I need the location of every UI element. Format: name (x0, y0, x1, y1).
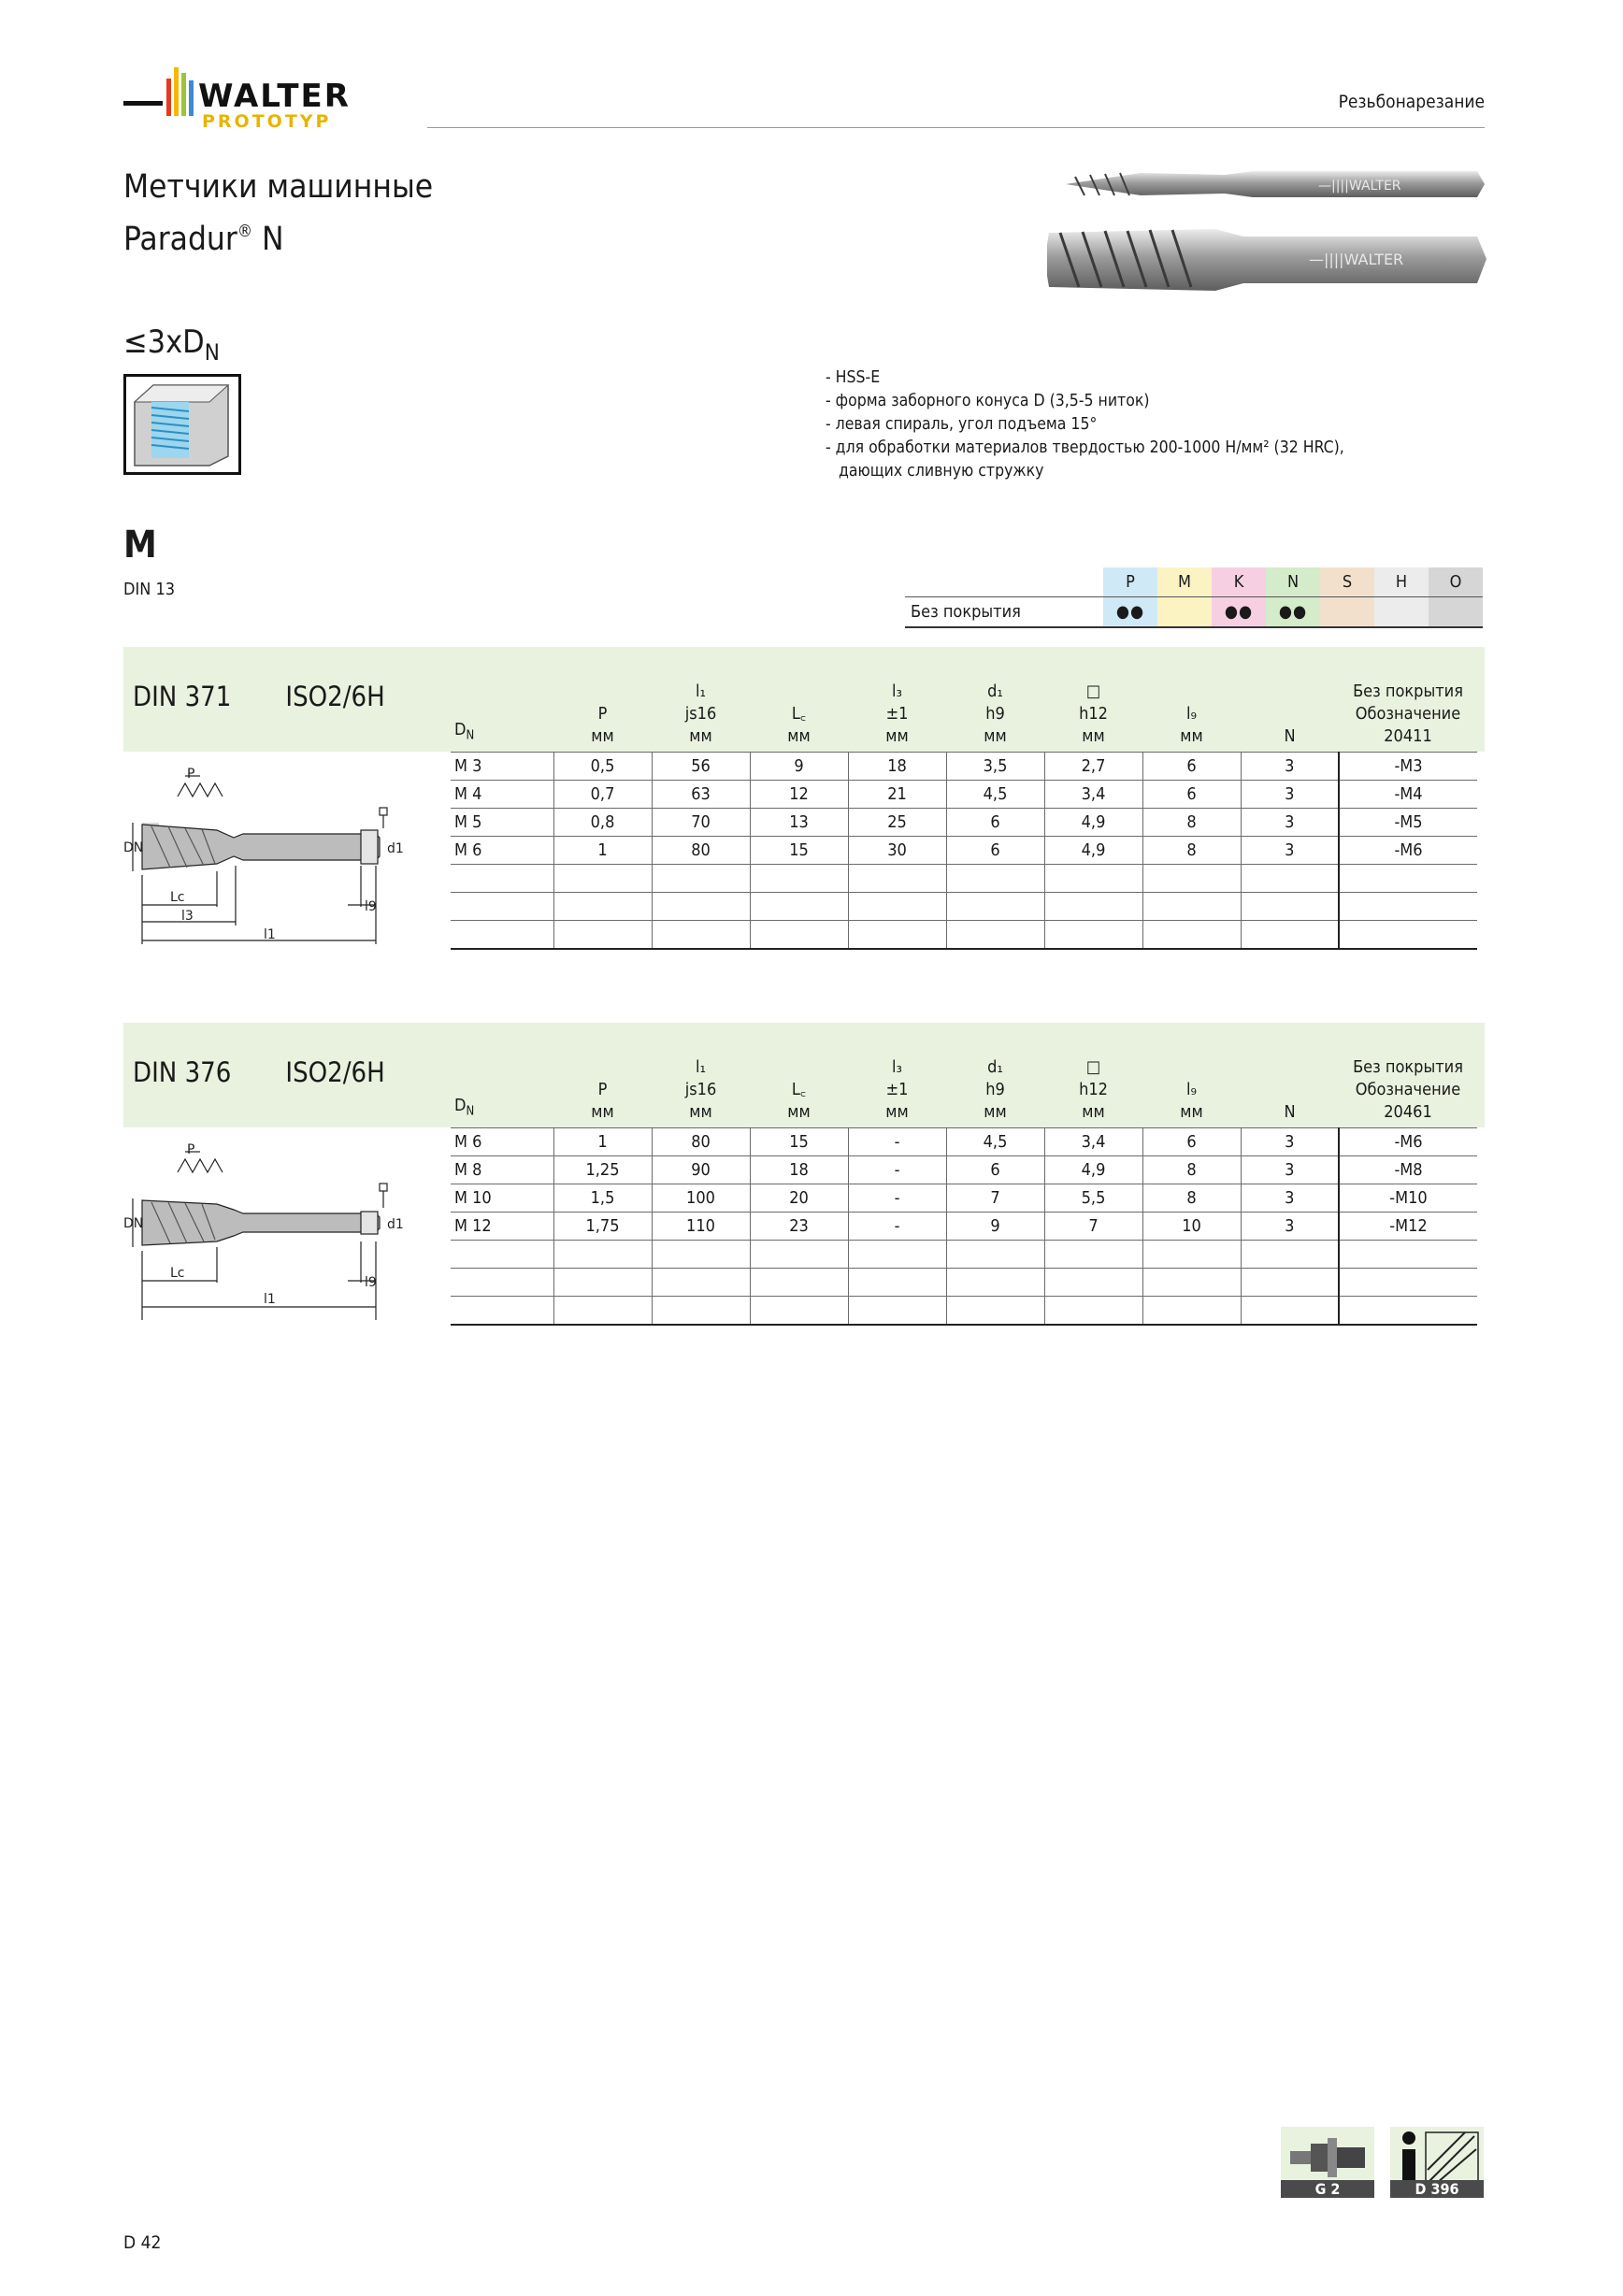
cell-l1 (652, 921, 750, 950)
feature-item: дающих сливную стружку (839, 462, 1044, 481)
cell-l9 (1142, 893, 1241, 921)
cell-sq: 2,7 (1044, 753, 1142, 781)
cell-n (1241, 1297, 1339, 1326)
title-line-2 (123, 209, 433, 262)
cell-lc (750, 865, 848, 893)
cell-n (1241, 893, 1339, 921)
cell-des (1339, 893, 1477, 921)
registered-mark: ® (237, 222, 253, 241)
material-code-m: M (1157, 567, 1212, 597)
cell-n: 3 (1241, 781, 1339, 809)
cell-l3 (848, 1269, 946, 1297)
cell-d1: 9 (946, 1213, 1044, 1241)
cell-p: 0,8 (553, 809, 652, 837)
cell-d1 (946, 1297, 1044, 1326)
label-d1: d1 (387, 841, 404, 856)
cell-l9: 8 (1142, 809, 1241, 837)
cell-l9: 6 (1142, 1128, 1241, 1156)
cell-p: 0,5 (553, 753, 652, 781)
col-p: P мм (591, 704, 614, 746)
col-p: P мм (591, 1080, 614, 1122)
col-dn: $D_N$ (454, 1096, 475, 1119)
cell-p (553, 1269, 652, 1297)
label-l1: l1 (264, 1292, 276, 1307)
cell-sq (1044, 893, 1142, 921)
feature-item: - форма заборного конуса D (3,5-5 ниток) (826, 392, 1150, 410)
label-dn: DN (123, 1216, 144, 1231)
suitability-mark: ●● (1103, 597, 1157, 628)
cell-des: -M6 (1339, 837, 1477, 865)
cell-d1: 4,5 (946, 1128, 1044, 1156)
col-l1: l₁ js16 мм (684, 1057, 717, 1122)
table-row (451, 865, 1477, 893)
suitability-mark (1429, 597, 1483, 628)
cell-des: -M6 (1339, 1128, 1477, 1156)
table-row (451, 921, 1477, 950)
cell-lc: 9 (750, 753, 848, 781)
col-l3: l₃ ±1 мм (885, 682, 909, 746)
cell-dn (451, 865, 553, 893)
cell-n: 3 (1241, 1128, 1339, 1156)
cell-n (1241, 921, 1339, 950)
cell-d1: 7 (946, 1184, 1044, 1213)
col-d1: d₁ h9 мм (984, 1057, 1007, 1122)
brand-text: WALTER (198, 78, 351, 115)
cell-n: 3 (1241, 1213, 1339, 1241)
product-suffix: N (262, 221, 284, 258)
cell-sq (1044, 1241, 1142, 1269)
cell-l3: 18 (848, 753, 946, 781)
cell-sq: 4,9 (1044, 837, 1142, 865)
cell-lc (750, 921, 848, 950)
cell-l1 (652, 1241, 750, 1269)
label-l1: l1 (264, 927, 276, 942)
col-dn: $D_N$ (454, 720, 475, 743)
tap-large-icon (1047, 229, 1487, 291)
blind-hole-icon (123, 374, 241, 475)
cell-l1: 63 (652, 781, 750, 809)
table-standard: DIN 371 (133, 681, 232, 712)
cell-l3: 21 (848, 781, 946, 809)
cell-sq (1044, 921, 1142, 950)
table-row (451, 893, 1477, 921)
cell-l1 (652, 865, 750, 893)
cell-sq (1044, 1297, 1142, 1326)
cell-d1: 3,5 (946, 753, 1044, 781)
table-title (133, 681, 439, 712)
cell-l3: - (848, 1184, 946, 1213)
cell-lc: 12 (750, 781, 848, 809)
cell-l1: 80 (652, 837, 750, 865)
cell-p: 1 (553, 1128, 652, 1156)
svg-text:—||||WALTER: —||||WALTER (1318, 179, 1401, 194)
cell-l1: 56 (652, 753, 750, 781)
section-label: Резьбонарезание (1338, 92, 1485, 112)
table-tolerance: ISO2/6H (285, 1056, 385, 1088)
cell-n (1241, 1241, 1339, 1269)
cell-l9: 8 (1142, 1156, 1241, 1184)
table-title (133, 1056, 439, 1088)
cell-dn (451, 893, 553, 921)
table-row (451, 1297, 1477, 1326)
material-group-table (905, 567, 1483, 628)
material-code-s: S (1320, 567, 1374, 597)
cell-p (553, 921, 652, 950)
header-divider (427, 127, 1485, 128)
table-row (451, 837, 1477, 865)
feature-item: - HSS-E (826, 368, 881, 387)
cell-l9: 6 (1142, 753, 1241, 781)
col-n: N (1284, 726, 1296, 746)
page-title (123, 165, 433, 262)
cell-l9: 10 (1142, 1213, 1241, 1241)
col-designation: Без покрытия Обозначение 20411 (1353, 682, 1463, 746)
col-l1: l₁ js16 мм (684, 682, 717, 746)
tap-dimension-diagram (123, 767, 441, 954)
cell-l3 (848, 1297, 946, 1326)
cell-lc: 20 (750, 1184, 848, 1213)
suitability-mark (1374, 597, 1429, 628)
cell-l3 (848, 865, 946, 893)
depth-indicator (123, 323, 220, 366)
table-tolerance: ISO2/6H (285, 681, 385, 712)
feature-item: - левая спираль, угол подъема 15° (826, 415, 1098, 434)
cell-d1 (946, 1241, 1044, 1269)
cell-lc: 15 (750, 1128, 848, 1156)
cell-l1 (652, 893, 750, 921)
cell-dn: M 3 (451, 753, 553, 781)
table-row (451, 781, 1477, 809)
cell-l1: 100 (652, 1184, 750, 1213)
material-code-p: P (1103, 567, 1157, 597)
cell-lc: 18 (750, 1156, 848, 1184)
cell-p (553, 865, 652, 893)
tap-dimension-diagram (123, 1142, 441, 1329)
cell-p (553, 893, 652, 921)
cell-dn (451, 921, 553, 950)
cell-p: 1 (553, 837, 652, 865)
coating-label: Без покрытия (905, 597, 1103, 628)
svg-text:—||||WALTER: —||||WALTER (1309, 251, 1404, 268)
cell-l1: 110 (652, 1213, 750, 1241)
cell-l9 (1142, 1241, 1241, 1269)
tap-small-icon (1066, 171, 1485, 197)
cell-dn: M 4 (451, 781, 553, 809)
col-lc: L꜀ мм (787, 1080, 811, 1122)
cell-l9 (1142, 1297, 1241, 1326)
cell-sq: 4,9 (1044, 809, 1142, 837)
cell-d1: 6 (946, 837, 1044, 865)
dimension-table (451, 647, 1477, 950)
cell-dn: M 12 (451, 1213, 553, 1241)
label-dn: DN (123, 840, 144, 855)
cell-d1 (946, 1269, 1044, 1297)
product-table-din371 (123, 647, 1485, 946)
reference-d396[interactable]: D 396 (1390, 2180, 1484, 2198)
col-square: □ h12 мм (1079, 682, 1108, 746)
cell-d1 (946, 865, 1044, 893)
col-l3: l₃ ±1 мм (885, 1057, 909, 1122)
cell-des: -M5 (1339, 809, 1477, 837)
cell-l9 (1142, 1269, 1241, 1297)
cell-n (1241, 865, 1339, 893)
feature-list (826, 366, 1344, 483)
cell-l3: 30 (848, 837, 946, 865)
tap-tools-image (1038, 154, 1487, 294)
cell-des: -M12 (1339, 1213, 1477, 1241)
cell-l1 (652, 1269, 750, 1297)
product-table-din376 (123, 1023, 1485, 1322)
page-number: D 42 (123, 2232, 162, 2253)
cell-lc: 23 (750, 1213, 848, 1241)
cell-n: 3 (1241, 1156, 1339, 1184)
title-line-1: Метчики машинные (123, 168, 434, 206)
cell-p: 1,75 (553, 1213, 652, 1241)
table-row (451, 753, 1477, 781)
cell-lc: 13 (750, 809, 848, 837)
label-lc: Lc (170, 890, 185, 905)
suitability-mark: ●● (1212, 597, 1266, 628)
table-row (451, 1241, 1477, 1269)
cell-dn (451, 1269, 553, 1297)
cell-des (1339, 921, 1477, 950)
thread-type-letter: M (123, 524, 157, 567)
cell-l9: 6 (1142, 781, 1241, 809)
cell-sq (1044, 1269, 1142, 1297)
cell-l3 (848, 1241, 946, 1269)
cell-lc: 15 (750, 837, 848, 865)
cell-l1: 80 (652, 1128, 750, 1156)
cell-l3: - (848, 1213, 946, 1241)
dimension-table (451, 1023, 1477, 1326)
label-l9: l9 (365, 1275, 377, 1290)
cell-lc (750, 1297, 848, 1326)
feature-item: - для обработки материалов твердостью 200-1000 Н/мм² (32 HRC), (826, 438, 1344, 457)
cell-sq: 5,5 (1044, 1184, 1142, 1213)
table-row (451, 1213, 1477, 1241)
cell-p (553, 1241, 652, 1269)
cell-sq: 7 (1044, 1213, 1142, 1241)
col-square: □ h12 мм (1079, 1057, 1108, 1122)
cell-dn: M 8 (451, 1156, 553, 1184)
cell-dn: M 5 (451, 809, 553, 837)
material-code-o: O (1429, 567, 1483, 597)
table-standard: DIN 376 (133, 1056, 232, 1088)
col-d1: d₁ h9 мм (984, 682, 1007, 746)
cell-d1: 6 (946, 809, 1044, 837)
cell-d1 (946, 893, 1044, 921)
col-l9: l₉ мм (1180, 704, 1203, 746)
cell-p (553, 1297, 652, 1326)
table-row (451, 1184, 1477, 1213)
cell-des: -M4 (1339, 781, 1477, 809)
cell-sq: 3,4 (1044, 1128, 1142, 1156)
col-n: N (1284, 1102, 1296, 1122)
cell-l3 (848, 921, 946, 950)
col-designation: Без покрытия Обозначение 20461 (1353, 1057, 1463, 1122)
depth-sub: N (204, 339, 220, 366)
cell-l3: - (848, 1128, 946, 1156)
cell-n: 3 (1241, 809, 1339, 837)
cell-l3: 25 (848, 809, 946, 837)
cell-d1 (946, 921, 1044, 950)
cell-n: 3 (1241, 753, 1339, 781)
cell-sq: 4,9 (1044, 1156, 1142, 1184)
cell-sq (1044, 865, 1142, 893)
cell-l1 (652, 1297, 750, 1326)
cell-l9: 8 (1142, 837, 1241, 865)
cell-l3: - (848, 1156, 946, 1184)
cell-d1: 6 (946, 1156, 1044, 1184)
reference-g2[interactable]: G 2 (1281, 2180, 1374, 2198)
cell-l9 (1142, 921, 1241, 950)
cell-d1: 4,5 (946, 781, 1044, 809)
cell-dn: M 10 (451, 1184, 553, 1213)
cell-p: 0,7 (553, 781, 652, 809)
cell-des: -M3 (1339, 753, 1477, 781)
suitability-mark (1320, 597, 1374, 628)
cell-des: -M10 (1339, 1184, 1477, 1213)
material-code-h: H (1374, 567, 1429, 597)
cell-dn (451, 1297, 553, 1326)
cell-l1: 90 (652, 1156, 750, 1184)
cell-des (1339, 1269, 1477, 1297)
cell-lc (750, 1241, 848, 1269)
cell-sq: 3,4 (1044, 781, 1142, 809)
table-row (451, 1128, 1477, 1156)
label-p: P (187, 767, 195, 782)
cell-l9 (1142, 865, 1241, 893)
cell-dn: M 6 (451, 837, 553, 865)
cell-p: 1,25 (553, 1156, 652, 1184)
suitability-mark (1157, 597, 1212, 628)
cell-dn (451, 1241, 553, 1269)
material-code-k: K (1212, 567, 1266, 597)
cell-lc (750, 893, 848, 921)
product-name: Paradur (123, 221, 237, 258)
label-p: P (187, 1142, 195, 1157)
cell-l9: 8 (1142, 1184, 1241, 1213)
cell-n: 3 (1241, 1184, 1339, 1213)
label-l3: l3 (181, 909, 194, 924)
cell-lc (750, 1269, 848, 1297)
label-l9: l9 (365, 899, 377, 914)
label-d1: d1 (387, 1217, 404, 1232)
cell-des (1339, 1297, 1477, 1326)
cell-l3 (848, 893, 946, 921)
cell-des: -M8 (1339, 1156, 1477, 1184)
material-code-n: N (1266, 567, 1320, 597)
cell-n: 3 (1241, 837, 1339, 865)
cell-dn: M 6 (451, 1128, 553, 1156)
table-row (451, 1156, 1477, 1184)
cell-p: 1,5 (553, 1184, 652, 1213)
cell-n (1241, 1269, 1339, 1297)
cell-l1: 70 (652, 809, 750, 837)
col-lc: L꜀ мм (787, 704, 811, 746)
suitability-mark: ●● (1266, 597, 1320, 628)
thread-standard: DIN 13 (123, 580, 176, 599)
sub-brand-text: PROTOTYP (202, 111, 332, 132)
label-lc: Lc (170, 1266, 185, 1281)
depth-prefix: ≤3xD (123, 323, 205, 361)
cell-des (1339, 865, 1477, 893)
col-l9: l₉ мм (1180, 1080, 1203, 1122)
cell-des (1339, 1241, 1477, 1269)
walter-prototyp-logo (123, 58, 404, 133)
table-row (451, 1269, 1477, 1297)
table-row (451, 809, 1477, 837)
